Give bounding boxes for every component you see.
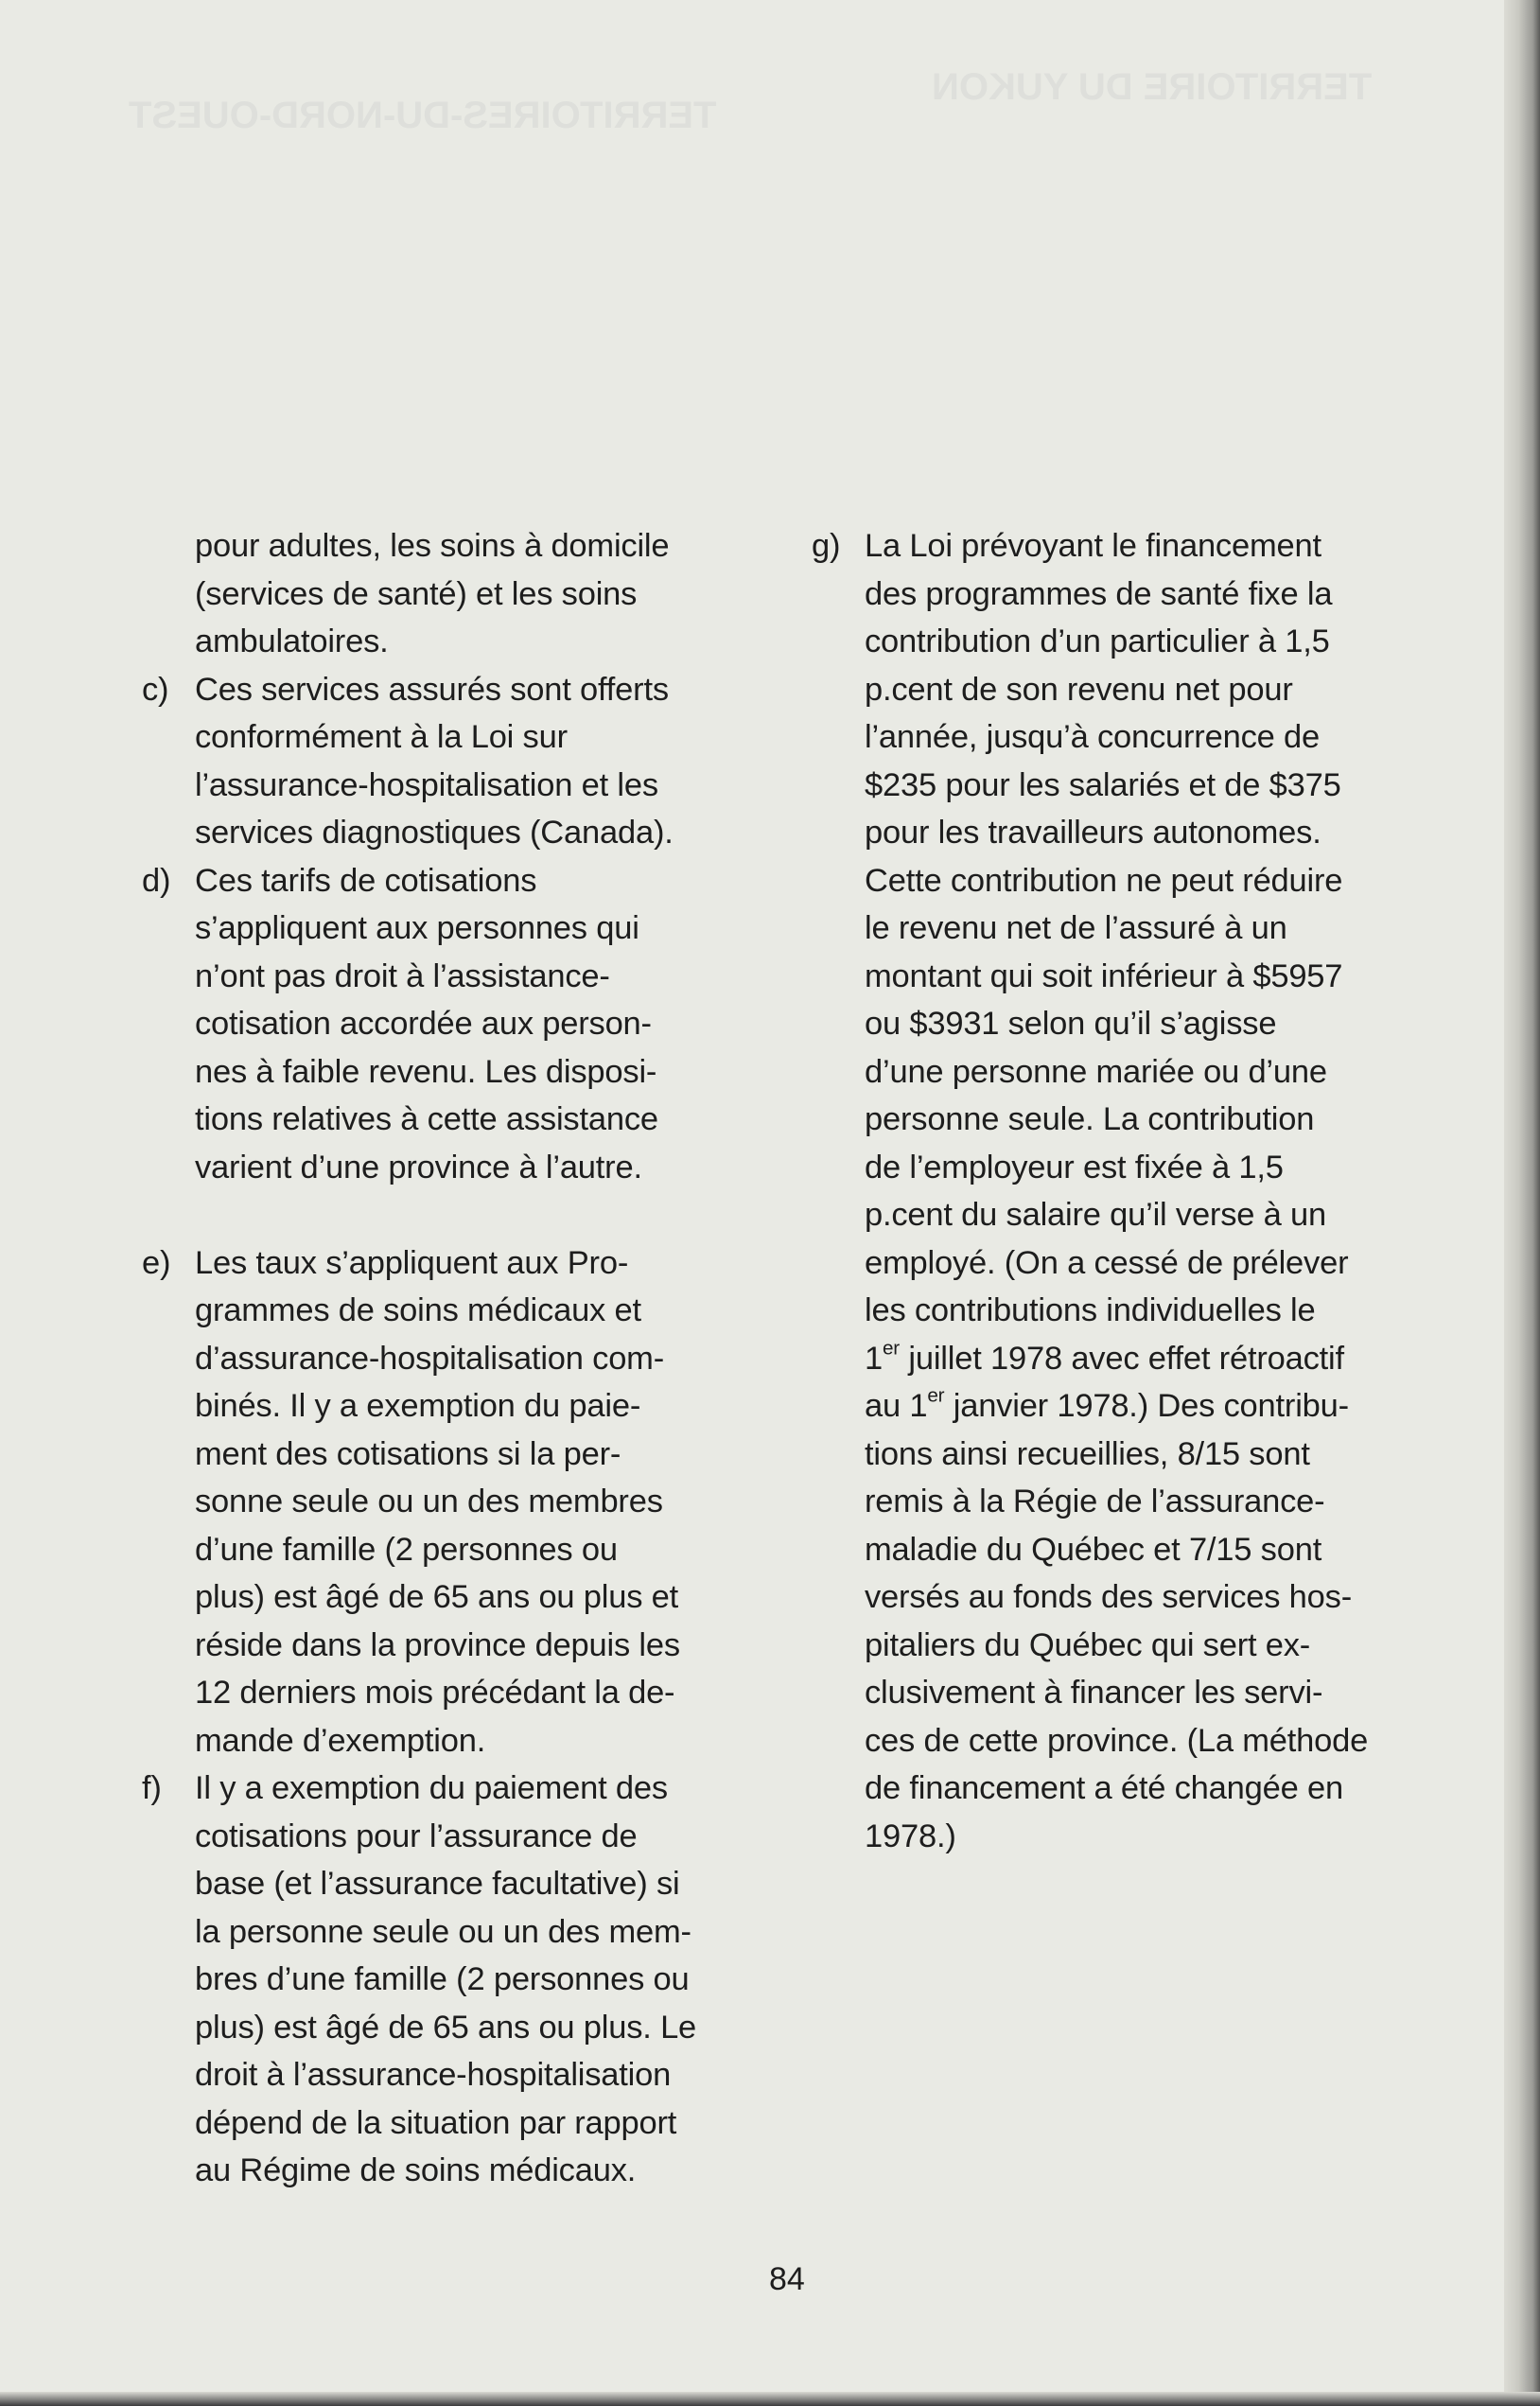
text-line: ment des cotisations si la per- [195,1435,621,1472]
text-line: les contributions individuelles le [865,1292,1316,1328]
text-line [865,1335,1445,1383]
text-line: ces de cette province. (La méthode [865,1722,1369,1759]
text-line: d’assurance-hospitalisation com- [195,1340,665,1377]
note-label: d) [142,862,171,899]
page-number: 84 [769,2261,805,2297]
text-line: de l’employeur est fixée à 1,5 [865,1149,1284,1185]
text-line: clusivement à financer les servi- [865,1675,1323,1711]
superscript: er [927,1384,945,1407]
text-line: au Régime de soins médicaux. [195,2152,637,2188]
note-label: f) [142,1770,162,1806]
text-line: d’une personne mariée ou d’une [865,1053,1327,1090]
text-line: nes à faible revenu. Les disposi- [195,1053,657,1090]
text-line: ambulatoires. [195,623,389,659]
text-line: tions ainsi recueillies, 8/15 sont [865,1435,1310,1472]
text-line: cotisations pour l’assurance de [195,1818,638,1854]
text-line: pour les travailleurs autonomes. [865,815,1321,851]
continued-paragraph [142,522,776,666]
note-g [812,522,1445,1860]
text-line: conformément à la Loi sur [195,719,568,755]
page-bottom-edge [0,2392,1540,2406]
text-line: Ces tarifs de cotisations [195,862,537,899]
text-line: grammes de soins médicaux et [195,1292,641,1328]
text-fragment: juillet 1978 avec effet rétroactif [900,1340,1344,1377]
text-line: montant qui soit inférieur à $5957 [865,957,1343,994]
text-line: contribution d’un particulier à 1,5 [865,623,1330,659]
text-line: pour adultes, les soins à domicile [195,528,670,564]
text-line: (services de santé) et les soins [195,575,638,612]
text-line: base (et l’assurance facultative) si [195,1866,680,1902]
text-line: versés au fonds des services hos- [865,1579,1352,1615]
text-line: Il y a exemption du paiement des [195,1770,668,1806]
text-fragment: janvier 1978.) Des contribu- [944,1388,1349,1424]
text-line: mande d’exemption. [195,1722,486,1759]
text-line: p.cent de son revenu net pour [865,671,1293,708]
text-line: sonne seule ou un des membres [195,1484,663,1519]
superscript: er [883,1336,900,1359]
text-line: ou $3931 selon qu’il s’agisse [865,1006,1277,1042]
text-line: p.cent du salaire qu’il verse à un [865,1197,1326,1233]
note-f [142,1765,776,2195]
bleed-through-header-left: TERRITOIRES-DU-NORD-OUEST [129,95,717,136]
note-c [142,666,776,857]
text-line: n’ont pas droit à l’assistance- [195,957,610,994]
text-line: d’une famille (2 personnes ou [195,1531,618,1568]
text-line: la personne seule ou un des mem- [195,1913,691,1950]
text-line: l’année, jusqu’à concurrence de [865,719,1320,755]
note-d [142,857,776,1192]
text-line: droit à l’assurance-hospitalisation [195,2057,672,2093]
left-column [142,522,776,2195]
text-line: des programmes de santé fixe la [865,575,1333,612]
text-line: Ces services assurés sont offerts [195,671,669,708]
text-line: Les taux s’appliquent aux Pro- [195,1244,629,1281]
text-line: remis à la Régie de l’assurance- [865,1484,1325,1519]
text-line [865,1382,1445,1431]
text-line: s’appliquent aux personnes qui [195,910,639,946]
text-line: binés. Il y a exemption du paie- [195,1388,641,1424]
text-line: tions relatives à cette assistance [195,1101,658,1137]
text-line: Cette contribution ne peut réduire [865,862,1343,899]
text-line: personne seule. La contribution [865,1101,1315,1137]
text-fragment: 1 [865,1340,883,1377]
text-line: dépend de la situation par rapport [195,2104,677,2141]
text-line: réside dans la province depuis les [195,1626,680,1663]
note-label: e) [142,1244,171,1281]
text-line: l’assurance-hospitalisation et les [195,766,658,803]
text-line: services diagnostiques (Canada). [195,815,674,851]
page-edge [1504,0,1540,2406]
note-e [142,1239,776,1765]
text-line: plus) est âgé de 65 ans ou plus. Le [195,2009,697,2046]
text-fragment: au 1 [865,1388,928,1424]
text-line: 1978.) [865,1818,956,1854]
text-line: bres d’une famille (2 personnes ou [195,1961,690,1997]
note-label: g) [812,528,841,564]
text-line: $235 pour les salariés et de $375 [865,766,1341,803]
text-line: de financement a été changée en [865,1770,1343,1806]
text-line: plus) est âgé de 65 ans ou plus et [195,1579,679,1615]
text-line: La Loi prévoyant le financement [865,528,1321,564]
text-line: employé. (On a cessé de prélever [865,1244,1349,1281]
text-line: le revenu net de l’assuré à un [865,910,1287,946]
text-line: varient d’une province à l’autre. [195,1149,642,1185]
note-label: c) [142,671,169,708]
text-line: maladie du Québec et 7/15 sont [865,1531,1322,1568]
text-line: pitaliers du Québec qui sert ex- [865,1626,1311,1663]
text-line: cotisation accordée aux person- [195,1006,652,1042]
right-column [812,522,1445,1860]
bleed-through-header-right: TERRITOIRE DU YUKON [932,66,1373,108]
text-line: 12 derniers mois précédant la de- [195,1675,675,1711]
